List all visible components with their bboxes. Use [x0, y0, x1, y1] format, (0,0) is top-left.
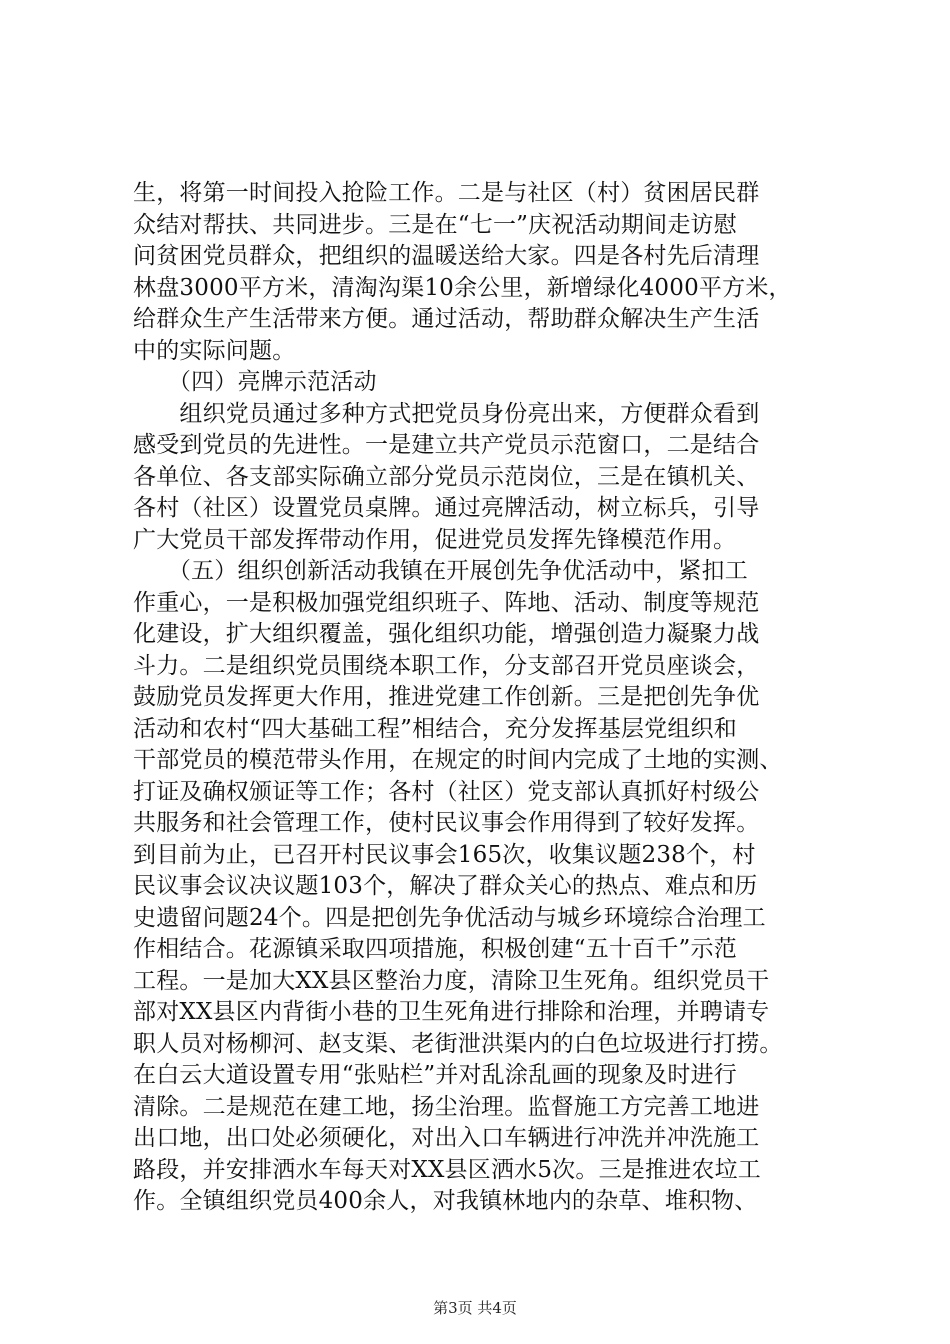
text-line: 给群众生产生活带来方便。通过活动，帮助群众解决生产生活 [133, 306, 760, 332]
text-line: 史遗留问题24个。四是把创先争优活动与城乡环境综合治理工 [133, 904, 766, 931]
text-line: 组织党员通过多种方式把党员身份亮出来，方便群众看到 [133, 400, 760, 427]
text-line: 到目前为止，已召开村民议事会165次，收集议题238个，村 [133, 841, 756, 868]
text-line: 部对XX县区内背街小巷的卫生死角进行排除和治理，并聘请专 [133, 999, 770, 1025]
text-line: 工程。一是加大XX县区整治力度，清除卫生死角。组织党员干 [133, 967, 770, 994]
text-line: 作重心，一是积极加强党组织班子、阵地、活动、制度等规范 [133, 589, 760, 616]
section-heading: （四）亮牌示范活动 [133, 369, 377, 395]
text-line: 清除。二是规范在建工地，扬尘治理。监督施工方完善工地进 [133, 1093, 760, 1120]
text-line: 出口地，出口处必须硬化，对出入口车辆进行冲洗并冲洗施工 [133, 1125, 760, 1151]
text-line: 职人员对杨柳河、赵支渠、老街泄洪渠内的白色垃圾进行打捞。 [133, 1030, 783, 1057]
body-text [133, 178, 833, 1218]
text-line: 干部党员的模范带头作用，在规定的时间内完成了土地的实测、 [133, 747, 783, 773]
text-line: 众结对帮扶、共同进步。三是在“七一”庆祝活动期间走访慰 [133, 211, 737, 238]
text-line: 化建设，扩大组织覆盖，强化组织功能，增强创造力凝聚力战 [133, 621, 760, 647]
text-line: 广大党员干部发挥带动作用，促进党员发挥先锋模范作用。 [133, 526, 737, 553]
text-line: 问贫困党员群众，把组织的温暖送给大家。四是各村先后清理 [133, 243, 760, 269]
text-line: 感受到党员的先进性。一是建立共产党员示范窗口，二是结合 [133, 432, 760, 458]
text-line: 共服务和社会管理工作，使村民议事会作用得到了较好发挥。 [133, 810, 760, 836]
text-line: 在白云大道设置专用“张贴栏”并对乱涂乱画的现象及时进行 [133, 1062, 737, 1088]
text-line: 林盘3000平方米，清淘沟渠10余公里，新增绿化4000平方米， [133, 274, 792, 301]
text-line: 打证及确权颁证等工作；各村（社区）党支部认真抓好村级公 [133, 778, 760, 805]
text-line: 各单位、各支部实际确立部分党员示范岗位，三是在镇机关、 [133, 463, 760, 490]
text-line: 生，将第一时间投入抢险工作。二是与社区（村）贫困居民群 [133, 180, 760, 206]
text-line: 民议事会议决议题103个，解决了群众关心的热点、难点和历 [133, 873, 758, 899]
page-footer: 第3页 共4页 [433, 1299, 517, 1317]
text-line: 斗力。二是组织党员围绕本职工作，分支部召开党员座谈会， [133, 652, 760, 679]
text-line: 路段，并安排洒水车每天对XX县区洒水5次。三是推进农垃工 [133, 1156, 761, 1183]
text-line: 鼓励党员发挥更大作用，推进党建工作创新。三是把创先争优 [133, 684, 760, 710]
text-line: 各村（社区）设置党员桌牌。通过亮牌活动，树立标兵，引导 [133, 495, 760, 521]
text-line: 中的实际问题。 [133, 337, 296, 364]
text-line: 作。全镇组织党员400余人，对我镇林地内的杂草、堆积物、 [133, 1188, 758, 1214]
text-line: 活动和农村“四大基础工程”相结合，充分发挥基层党组织和 [133, 715, 737, 742]
section-heading: （五）组织创新活动我镇在开展创先争优活动中，紧扣工 [133, 558, 748, 584]
text-line: 作相结合。花源镇采取四项措施，积极创建“五十百千”示范 [133, 936, 737, 962]
